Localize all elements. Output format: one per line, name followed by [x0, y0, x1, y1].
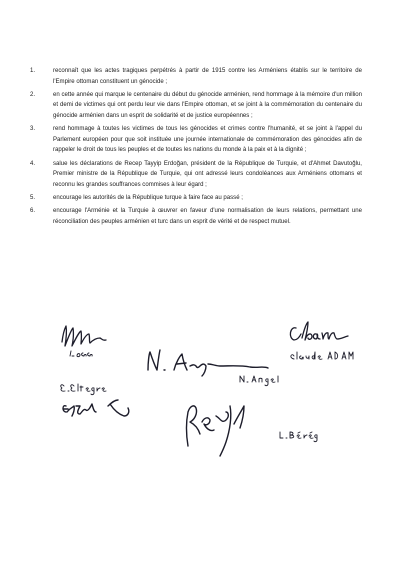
item-number: 3. [30, 126, 36, 133]
item-text: encourage les autorités de la République turque à faire face au passé ; [53, 194, 243, 201]
item-text: rend hommage à toutes les victimes de tous les génocides et crimes contre l'humanité, et se joint à l'appel du Parlement européen pour que soit instituée une journée internationale de commémoration des génocides afin de rappeler le droit de tous les peuples et de toutes les nations du monde à la paix et à la dignité ; [53, 126, 362, 154]
item-number: 2. [30, 91, 36, 98]
signature-eltegre [58, 376, 143, 428]
item-text: salue les déclarations de Recep Tayyip Erdoğan, président de la République de Turquie, et d'Ahmet Davutoğlu, Premier ministre de la République de Turquie, qui ont adressé leurs condoléances aux Arméniens ottomans et reconnu les grandes souffrances commises à leur égard ; [53, 160, 362, 188]
list-item [30, 66, 362, 87]
item-text: en cette année qui marque le centenaire du début du génocide arménien, rend hommage à la mémoire d'un million et demi de victimes qui ont perdu leur vie dans l'Empire ottoman, et se joint à la commémoration du centenaire du génocide arménien dans un esprit de solidarité et de justice européennes ; [53, 91, 362, 119]
item-number: 5. [30, 194, 36, 201]
item-number: 1. [30, 68, 36, 74]
list-item [30, 90, 362, 122]
item-text: encourage l'Arménie et la Turquie à œuvrer en faveur d'une normalisation de leurs relations, permettant une réconciliation des peuples arménien et turc dans un esprit de vérité et de respect mutuel. [53, 208, 362, 225]
signature-angel [140, 344, 295, 386]
signatures-area [0, 310, 400, 470]
signature-adam [286, 318, 361, 366]
item-number: 6. [30, 208, 36, 215]
list-item [30, 206, 362, 227]
item-number: 4. [30, 160, 36, 167]
list-item [30, 193, 362, 204]
list-item [30, 124, 362, 156]
item-text: reconnaît que les actes tragiques perpétrés à partir de 1915 contre les Arméniens établis sur le territoire de l'Empire ottoman constituent un génocide ; [53, 68, 362, 85]
resolution-list [30, 66, 362, 230]
signature-beregin [168, 386, 323, 468]
signature-rossi [58, 320, 128, 362]
list-item [30, 159, 362, 191]
